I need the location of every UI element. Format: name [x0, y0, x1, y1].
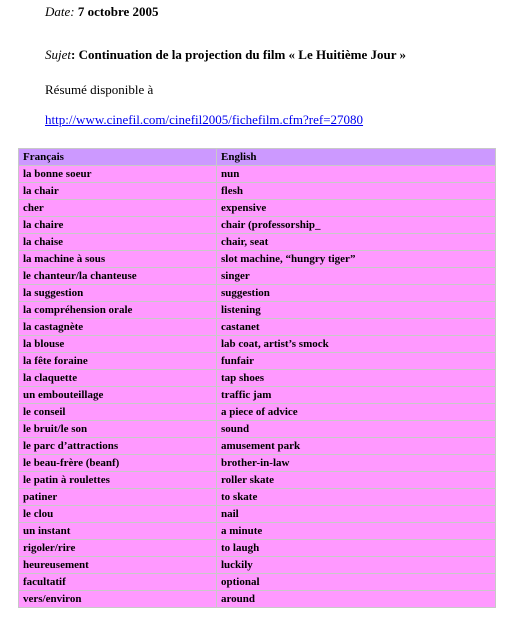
table-row	[19, 387, 496, 404]
english-term-cell: nail	[217, 506, 496, 523]
english-term-cell: roller skate	[217, 472, 496, 489]
english-term-cell: brother-in-law	[217, 455, 496, 472]
english-term-cell: a minute	[217, 523, 496, 540]
film-summary-link[interactable]: http://www.cinefil.com/cinefil2005/fichefilm.cfm?ref=27080	[45, 112, 364, 127]
english-term-cell: around	[217, 591, 496, 608]
table-row	[19, 438, 496, 455]
french-term-cell: un embouteillage	[19, 387, 217, 404]
table-row	[19, 540, 496, 557]
english-term-cell: tap shoes	[217, 370, 496, 387]
english-term-cell: chair, seat	[217, 234, 496, 251]
table-row	[19, 234, 496, 251]
table-row	[19, 183, 496, 200]
english-term-cell: a piece of advice	[217, 404, 496, 421]
vocabulary-table	[18, 148, 496, 608]
french-term-cell: un instant	[19, 523, 217, 540]
table-row	[19, 336, 496, 353]
french-term-cell: la chaire	[19, 217, 217, 234]
table-row	[19, 591, 496, 608]
date-value: 7 octobre 2005	[77, 4, 159, 19]
english-term-cell: nun	[217, 166, 496, 183]
french-term-cell: le conseil	[19, 404, 217, 421]
table-body	[19, 166, 496, 608]
french-term-cell: rigoler/rire	[19, 540, 217, 557]
column-header-english: English	[217, 149, 496, 166]
table-row	[19, 506, 496, 523]
french-term-cell: la claquette	[19, 370, 217, 387]
subject-line: Sujet: Continuation de la projection du film « Le Huitième Jour »	[45, 47, 407, 62]
english-term-cell: castanet	[217, 319, 496, 336]
link-line	[45, 112, 363, 128]
english-term-cell: sound	[217, 421, 496, 438]
french-term-cell: la compréhension orale	[19, 302, 217, 319]
english-term-cell: traffic jam	[217, 387, 496, 404]
table-row	[19, 251, 496, 268]
french-term-cell: patiner	[19, 489, 217, 506]
table-row	[19, 489, 496, 506]
french-term-cell: cher	[19, 200, 217, 217]
table-row	[19, 166, 496, 183]
date-label: Date	[45, 4, 71, 19]
english-term-cell: singer	[217, 268, 496, 285]
french-term-cell: la fête foraine	[19, 353, 217, 370]
table-row	[19, 557, 496, 574]
english-term-cell: slot machine, “hungry tiger”	[217, 251, 496, 268]
subject-label: Sujet	[45, 47, 71, 62]
english-term-cell: funfair	[217, 353, 496, 370]
subject-value: Continuation de la projection du film « Le Huitième Jour »	[78, 47, 407, 62]
table-row	[19, 421, 496, 438]
table-row	[19, 523, 496, 540]
table-row	[19, 455, 496, 472]
table-row	[19, 472, 496, 489]
french-term-cell: la chaise	[19, 234, 217, 251]
french-term-cell: le patin à roulettes	[19, 472, 217, 489]
table-row	[19, 370, 496, 387]
english-term-cell: amusement park	[217, 438, 496, 455]
table-row	[19, 404, 496, 421]
table-header-row	[19, 149, 496, 166]
french-term-cell: heureusement	[19, 557, 217, 574]
english-term-cell: expensive	[217, 200, 496, 217]
french-term-cell: la chair	[19, 183, 217, 200]
table-row	[19, 353, 496, 370]
table-row	[19, 285, 496, 302]
date-line: Date: 7 octobre 2005	[45, 4, 159, 19]
english-term-cell: chair (professorship_	[217, 217, 496, 234]
french-term-cell: la suggestion	[19, 285, 217, 302]
table-row	[19, 200, 496, 217]
table-row	[19, 574, 496, 591]
french-term-cell: le parc d’attractions	[19, 438, 217, 455]
english-term-cell: flesh	[217, 183, 496, 200]
french-term-cell: facultatif	[19, 574, 217, 591]
table-row	[19, 268, 496, 285]
summary-text: Résumé disponible à	[45, 82, 154, 97]
english-term-cell: listening	[217, 302, 496, 319]
english-term-cell: lab coat, artist’s smock	[217, 336, 496, 353]
french-term-cell: le clou	[19, 506, 217, 523]
french-term-cell: le bruit/le son	[19, 421, 217, 438]
english-term-cell: suggestion	[217, 285, 496, 302]
table-row	[19, 217, 496, 234]
french-term-cell: le chanteur/la chanteuse	[19, 268, 217, 285]
french-term-cell: la machine à sous	[19, 251, 217, 268]
french-term-cell: la blouse	[19, 336, 217, 353]
french-term-cell: la bonne soeur	[19, 166, 217, 183]
english-term-cell: optional	[217, 574, 496, 591]
table-row	[19, 302, 496, 319]
english-term-cell: to laugh	[217, 540, 496, 557]
column-header-french: Français	[19, 149, 217, 166]
table-row	[19, 319, 496, 336]
english-term-cell: to skate	[217, 489, 496, 506]
french-term-cell: vers/environ	[19, 591, 217, 608]
french-term-cell: la castagnète	[19, 319, 217, 336]
french-term-cell: le beau-frère (beanf)	[19, 455, 217, 472]
english-term-cell: luckily	[217, 557, 496, 574]
